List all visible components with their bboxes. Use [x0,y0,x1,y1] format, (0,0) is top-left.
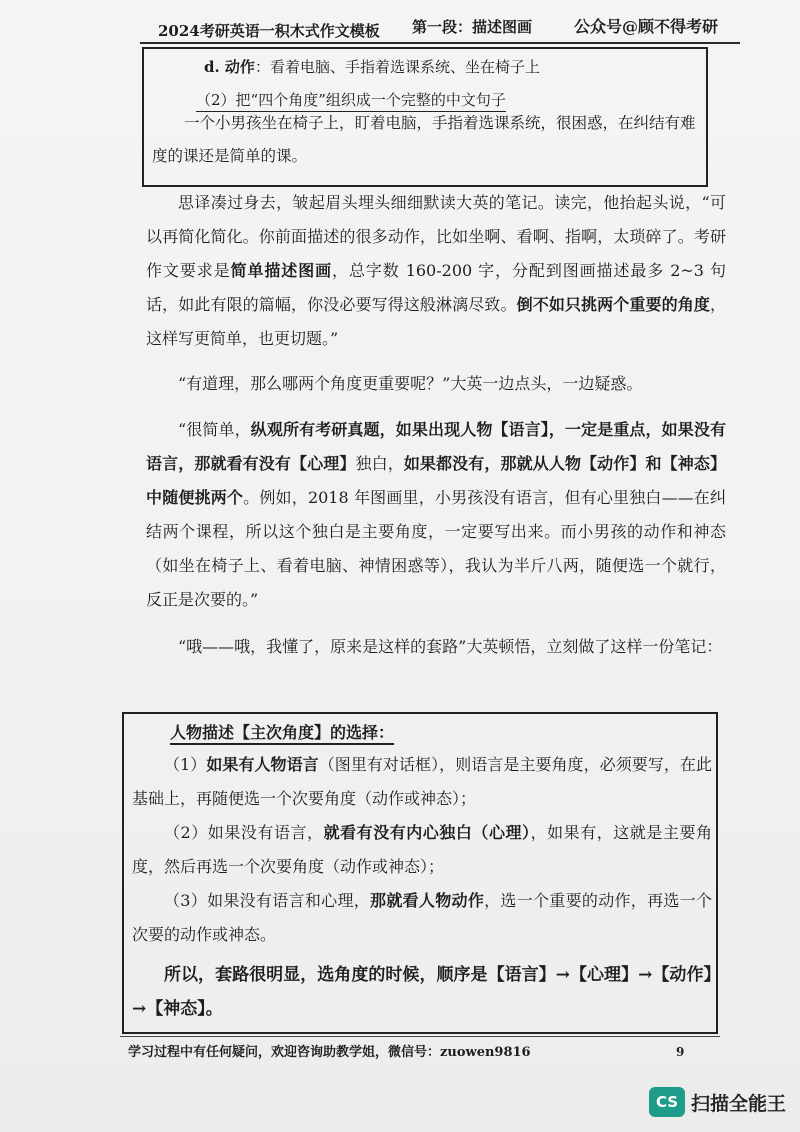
camscanner-logo-icon: CS [649,1087,685,1117]
p3-bold-1: 纵观所有考研真题，如果出现人物【语言】，一定是重点，如果没有语言，那就看有没有【心理】 [146,420,726,473]
notes-item-2-bold: 就看有没有内心独白（心理） [323,823,531,842]
outline-action-label: d. 动作 [204,58,255,76]
page-footer [120,1036,720,1060]
notes-item-1-num: （1） [164,755,207,774]
paragraph-explanation [146,413,726,617]
notes-item-3-num: （3）如果没有语言和心理， [164,891,371,910]
p1-bold-1: 简单描述图画 [230,261,333,280]
footer-contact-text: 学习过程中有任何疑问，欢迎咨询助教学姐，微信号：zuowen9816 [128,1045,531,1060]
page-number: 9 [676,1045,685,1059]
page-header [140,8,740,44]
notes-body [132,748,712,1026]
notes-item-2-text: ，如果有，这就是主要角度，然后再选一个次要角度（动作或神态）； [132,823,712,876]
notes-item-1-bold: 如果有人物语言 [206,755,319,774]
p3-bold-2: 如果都没有，那就从人物【动作】和【神态】中随便挑两个 [146,454,726,507]
scanner-app-name: 扫描全能王 [690,1092,786,1115]
p3-text-2: 独白， [355,454,404,473]
notes-item-2-num: （2）如果没有语言， [164,823,324,842]
outline-example-sentence: 一个小男孩坐在椅子上，盯着电脑，手指着选课系统，很困惑，在纠结有难度的课还是简单的课。 [152,114,696,165]
p1-bold-2: 倒不如只挑两个重要的角度 [516,295,710,314]
p1-text-1: 思译凑过身去，皱起眉头埋头细细默读大英的笔记。读完，他抬起头说，“可以再简化简化。你前面描述的很多动作，比如坐啊、看啊、指啊，太琐碎了。考研作文要求是 [146,193,726,280]
notes-item-3-text: ，选一个重要的动作，再选一个次要的动作或神态。 [132,891,712,944]
paragraph-simplify [146,186,726,356]
header-section-title: 第一段：描述图画 [412,18,533,36]
notes-box [122,712,718,1034]
outline-action-text: ：看着电脑、手指着选课系统、坐在椅子上 [254,58,540,76]
header-book-title: 2024考研英语一积木式作文模板 [158,22,380,40]
notes-item-1-text: （图里有对话框），则语言是主要角度，必须要写，在此基础上，再随便选一个次要角度（动作或神态）； [132,755,712,808]
p3-text-3: 。例如，2018 年图画里，小男孩没有语言，但有心里独白——在纠结两个课程，所以这个独白是主要角度，一定要写出来。而小男孩的动作和神态（如坐在椅子上、看着电脑、神情困惑等），我认为半斤八两，随便选一个就行，反正是次要的。” [146,488,726,609]
outline-action-line [204,56,540,77]
notes-summary [132,958,712,1026]
paragraph-question: “有道理，那么哪两个角度更重要呢？”大英一边点头，一边疑惑。 [178,374,643,393]
p1-text-3: ，这样写更简单，也更切题。” [146,295,726,348]
p1-text-2: ，总字数 160-200 字，分配到图画描述最多 2~3 句话，如此有限的篇幅，你没必要写得这般淋漓尽致。 [146,261,726,314]
notes-item-3-bold: 那就看人物动作 [370,891,485,910]
notes-item-2 [132,816,712,884]
outline-step-heading: （2）把“四个角度”组织成一个完整的中文句子 [196,89,506,112]
paragraph-realization: “哦——哦，我懂了，原来是这样的套路”大英顿悟，立刻做了这样一份笔记： [178,637,723,656]
notes-title: 人物描述【主次角度】的选择： [170,720,394,745]
notes-item-1 [132,748,712,816]
notes-item-3 [132,884,712,952]
scanner-watermark [649,1082,786,1122]
notes-summary-text: 所以，套路很明显，选角度的时候，顺序是【语言】→【心理】→【动作】→【神态】。 [132,965,712,1019]
p3-text-1: “很简单， [178,420,251,439]
header-account-name: 公众号@顾不得考研 [574,17,719,36]
outline-box [142,47,708,187]
